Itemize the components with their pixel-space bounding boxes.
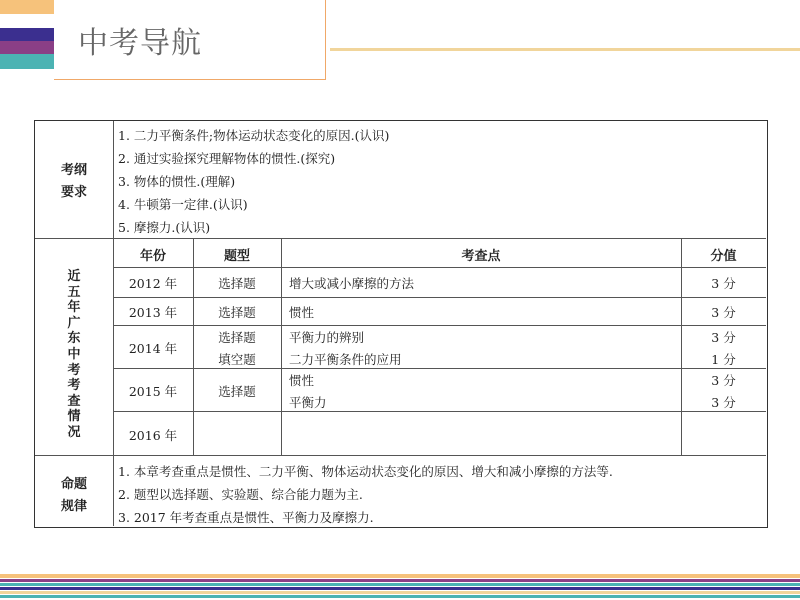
section1-label-line2: 要求 xyxy=(60,185,87,200)
table-row-year: 2015 年 xyxy=(128,384,178,399)
section3-item: 2. 题型以选择题、实验题、综合能力题为主. xyxy=(118,487,363,502)
section2-label-char: 况 xyxy=(67,424,81,440)
section2-label xyxy=(35,269,113,441)
header-stripe-white xyxy=(0,14,54,28)
section1-item: 1. 二力平衡条件;物体运动状态变化的原因.(认识) xyxy=(118,128,390,143)
section3-item: 3. 2017 年考查重点是惯性、平衡力及摩擦力. xyxy=(118,510,374,525)
table-row-type: 填空题 xyxy=(218,352,256,367)
col-divider-point xyxy=(681,238,682,455)
section-divider-1 xyxy=(35,238,766,239)
table-row-type: 选择题 xyxy=(218,384,256,399)
section2-label-char: 查 xyxy=(67,393,81,409)
table-row-point: 惯性 xyxy=(289,373,315,388)
section2-label-char: 中 xyxy=(67,346,81,362)
table-row-score: 3 分 xyxy=(711,395,736,410)
header-score: 分值 xyxy=(710,249,737,264)
footer-stripe-purple xyxy=(0,579,800,582)
section2-label-char: 近 xyxy=(67,269,81,284)
title-rule xyxy=(330,48,800,51)
table-row-point: 平衡力 xyxy=(289,395,327,410)
table-row-score: 3 分 xyxy=(711,373,736,388)
section-divider-2 xyxy=(35,455,766,456)
table-row-score: 3 分 xyxy=(711,330,736,345)
section2-label-char: 情 xyxy=(67,409,81,425)
section1-item: 5. 摩擦力.(认识) xyxy=(118,220,211,235)
table-row-point: 平衡力的辨别 xyxy=(289,330,365,345)
footer-stripe-sand xyxy=(0,591,800,594)
table-row-point: 二力平衡条件的应用 xyxy=(289,352,402,367)
section1-item: 2. 通过实验探究理解物体的惯性.(探究) xyxy=(118,151,336,166)
exam-guide-table xyxy=(34,120,768,528)
label-column-divider xyxy=(113,121,114,526)
col-divider-type xyxy=(281,238,282,455)
row-divider xyxy=(113,411,766,412)
table-row-point: 增大或减小摩擦的方法 xyxy=(289,276,415,291)
table-row-score: 1 分 xyxy=(711,352,736,367)
row-divider xyxy=(113,368,766,369)
table-row-year: 2016 年 xyxy=(128,428,178,443)
table-row-score: 3 分 xyxy=(711,276,736,291)
footer-stripe-teal-2 xyxy=(0,595,800,598)
table-row-year: 2014 年 xyxy=(128,341,178,356)
page-title: 中考导航 xyxy=(78,26,202,61)
section2-label-char: 考 xyxy=(67,378,81,394)
table-row-year: 2013 年 xyxy=(128,305,178,320)
section3-label-line2: 规律 xyxy=(60,499,87,514)
header-type: 题型 xyxy=(223,249,250,264)
table-row-type: 选择题 xyxy=(218,330,256,345)
section1-item: 3. 物体的惯性.(理解) xyxy=(118,174,236,189)
table-row-type: 选择题 xyxy=(218,305,256,320)
header-point: 考查点 xyxy=(461,249,501,264)
header-stripe-purple xyxy=(0,41,54,54)
header-stripe-teal xyxy=(0,54,54,69)
row-divider xyxy=(113,297,766,298)
section3-item: 1. 本章考查重点是惯性、二力平衡、物体运动状态变化的原因、增大和减小摩擦的方法等. xyxy=(118,464,613,479)
footer-stripe-navy xyxy=(0,587,800,590)
col-divider-year xyxy=(193,238,194,455)
section2-label-char: 五 xyxy=(67,284,81,300)
footer-stripe-teal xyxy=(0,583,800,586)
section1-item: 4. 牛顿第一定律.(认识) xyxy=(118,197,248,212)
section2-label-char: 考 xyxy=(67,362,81,378)
section2-label-char: 年 xyxy=(67,300,81,316)
section1-label-line1: 考纲 xyxy=(60,163,87,178)
footer-stripe-orange xyxy=(0,574,800,578)
section3-label-line1: 命题 xyxy=(60,477,87,492)
table-row-year: 2012 年 xyxy=(128,276,178,291)
table-row-point: 惯性 xyxy=(289,305,315,320)
section2-label-char: 广 xyxy=(67,315,81,331)
table-row-type: 选择题 xyxy=(218,276,256,291)
table-row-score: 3 分 xyxy=(711,305,736,320)
header-stripe-orange xyxy=(0,0,54,14)
row-divider xyxy=(113,325,766,326)
header-year: 年份 xyxy=(139,249,166,264)
section2-label-char: 东 xyxy=(67,331,81,347)
row-divider xyxy=(113,267,766,268)
header-stripe-navy xyxy=(0,28,54,41)
